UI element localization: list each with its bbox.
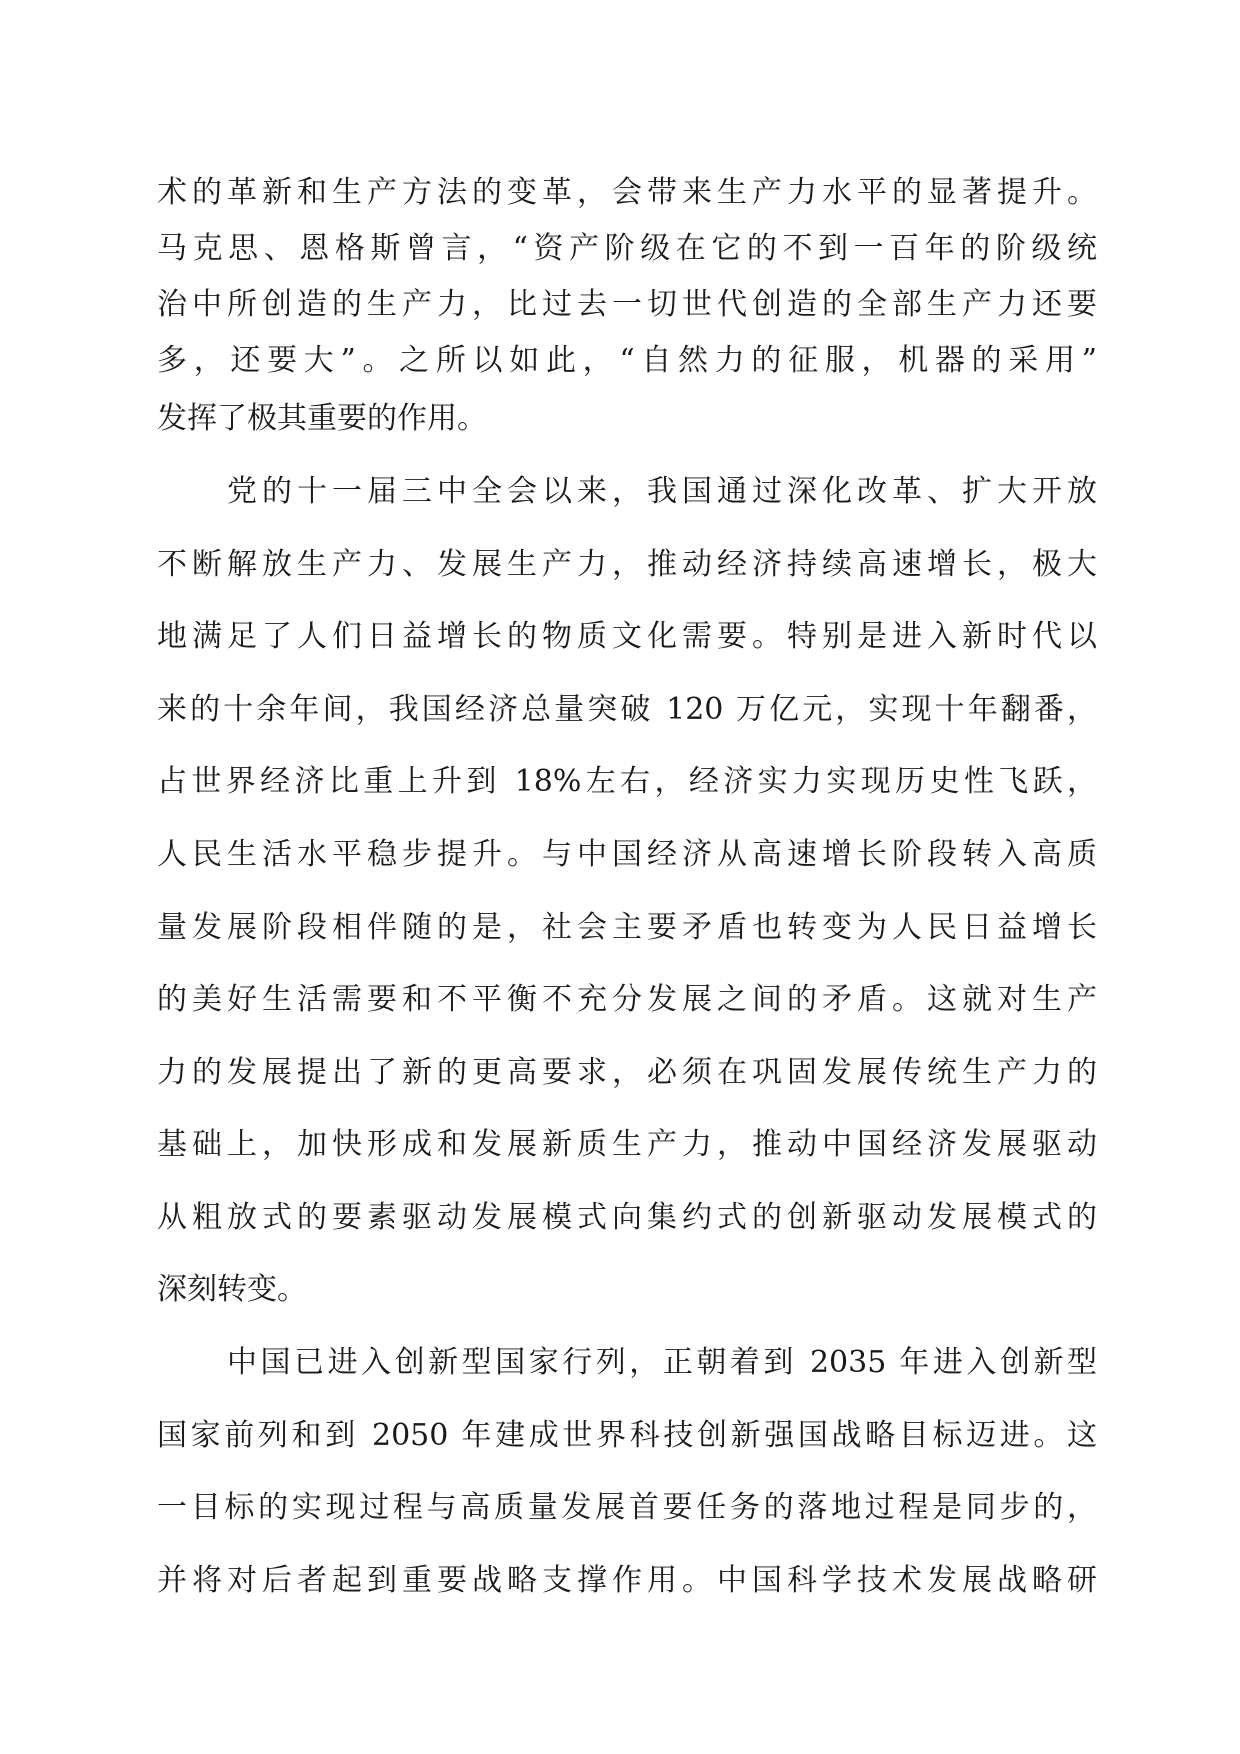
paragraph-2-line-11: 从粗放式的要素驱动发展模式向集约式的创新驱动发展模式的 — [157, 1200, 1097, 1235]
paragraph-2-line-2: 不断解放生产力、发展生产力，推动经济持续高速增长，极大 — [157, 547, 1097, 582]
paragraph-1-line-5: 发挥了极其重要的作用。 — [157, 401, 487, 436]
paragraph-2-line-10: 基础上，加快形成和发展新质生产力，推动中国经济发展驱动 — [157, 1127, 1097, 1162]
paragraph-3-line-2: 国家前列和到 2050 年建成世界科技创新强国战略目标迈进。这 — [157, 1418, 1097, 1453]
paragraph-2-line-5: 占世界经济比重上升到 18%左右，经济实力实现历史性飞跃， — [157, 764, 1097, 799]
paragraph-1-line-4: 多，还要大”。之所以如此，“自然力的征服，机器的采用” — [157, 343, 1097, 378]
paragraph-3-line-4: 并将对后者起到重要战略支撑作用。中国科学技术发展战略研 — [157, 1563, 1097, 1598]
paragraph-1-line-3: 治中所创造的生产力，比过去一切世代创造的全部生产力还要 — [157, 287, 1097, 322]
paragraph-1-line-1: 术的革新和生产方法的变革，会带来生产力水平的显著提升。 — [157, 175, 1097, 210]
paragraph-1-line-2: 马克思、恩格斯曾言，“资产阶级在它的不到一百年的阶级统 — [157, 231, 1097, 266]
paragraph-2-line-7: 量发展阶段相伴随的是，社会主要矛盾也转变为人民日益增长 — [157, 910, 1097, 945]
paragraph-2-line-8: 的美好生活需要和不平衡不充分发展之间的矛盾。这就对生产 — [157, 982, 1097, 1017]
paragraph-2-line-1: 党的十一届三中全会以来，我国通过深化改革、扩大开放 — [227, 474, 1097, 509]
paragraph-2-line-6: 人民生活水平稳步提升。与中国经济从高速增长阶段转入高质 — [157, 837, 1097, 872]
paragraph-2-line-12: 深刻转变。 — [157, 1272, 307, 1307]
paragraph-3-line-3: 一目标的实现过程与高质量发展首要任务的落地过程是同步的， — [157, 1490, 1097, 1525]
paragraph-2-line-4: 来的十余年间，我国经济总量突破 120 万亿元，实现十年翻番， — [157, 692, 1097, 727]
paragraph-2-line-3: 地满足了人们日益增长的物质文化需要。特别是进入新时代以 — [157, 619, 1097, 654]
paragraph-2-line-9: 力的发展提出了新的更高要求，必须在巩固发展传统生产力的 — [157, 1055, 1097, 1090]
paragraph-3-line-1: 中国已进入创新型国家行列，正朝着到 2035 年进入创新型 — [227, 1345, 1097, 1380]
